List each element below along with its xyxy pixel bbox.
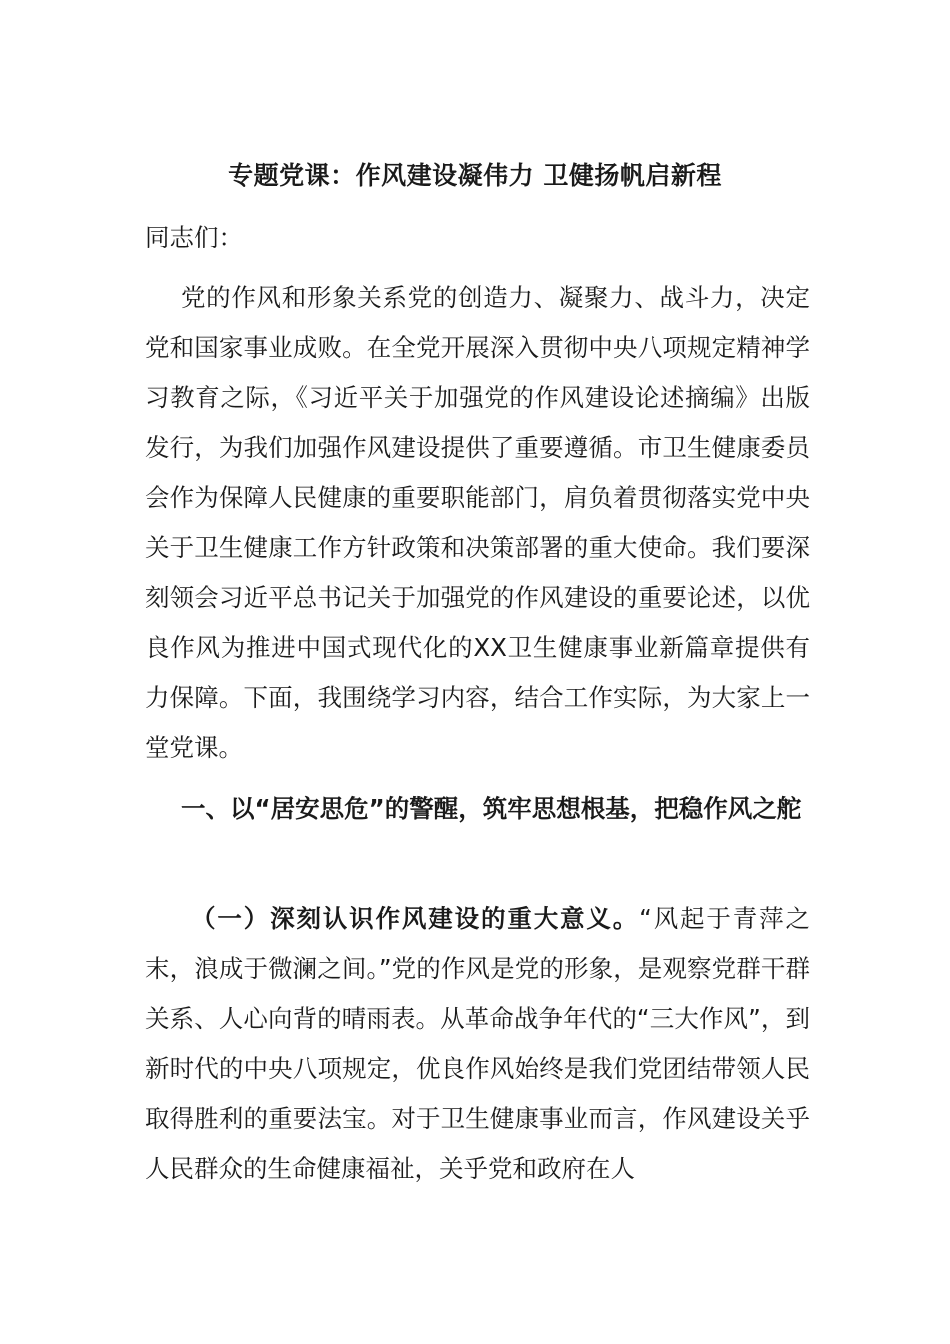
greeting: 同志们： — [145, 223, 243, 252]
subsection-text: “风起于青萍之末，浪成于微澜之间。”党的作风是党的形象，是观察党群干群关系、人心向背的晴雨表。从革命战争年代的“三大作风”，到新时代的中央八项规定，优良作风始终是我们党团结带领人民取得胜利的重要法宝。对于卫生健康事业而言，作风建设关乎人民群众的生命健康福祉，关乎党和政府在人 — [145, 904, 810, 1183]
paragraph-subsection-1 — [145, 894, 810, 1194]
section-heading-1: 一、以“居安思危”的警醒，筑牢思想根基，把稳作风之舵 — [181, 794, 802, 823]
subsection-lead: （一）深刻认识作风建设的重大意义。 — [191, 904, 640, 933]
document-title: 专题党课：作风建设凝伟力 卫健扬帆启新程 — [228, 161, 722, 190]
paragraph-intro: 党的作风和形象关系党的创造力、凝聚力、战斗力，决定党和国家事业成败。在全党开展深入贯彻中央八项规定精神学习教育之际，《习近平关于加强党的作风建设论述摘编》出版发行，为我们加强作风建设提供了重要遵循。市卫生健康委员会作为保障人民健康的重要职能部门，肩负着贯彻落实党中央关于卫生健康工作方针政策和决策部署的重大使命。我们要深刻领会习近平总书记关于加强党的作风建设的重要论述，以优良作风为推进中国式现代化的XX卫生健康事业新篇章提供有力保障。下面，我围绕学习内容，结合工作实际，为大家上一堂党课。 — [145, 283, 810, 762]
